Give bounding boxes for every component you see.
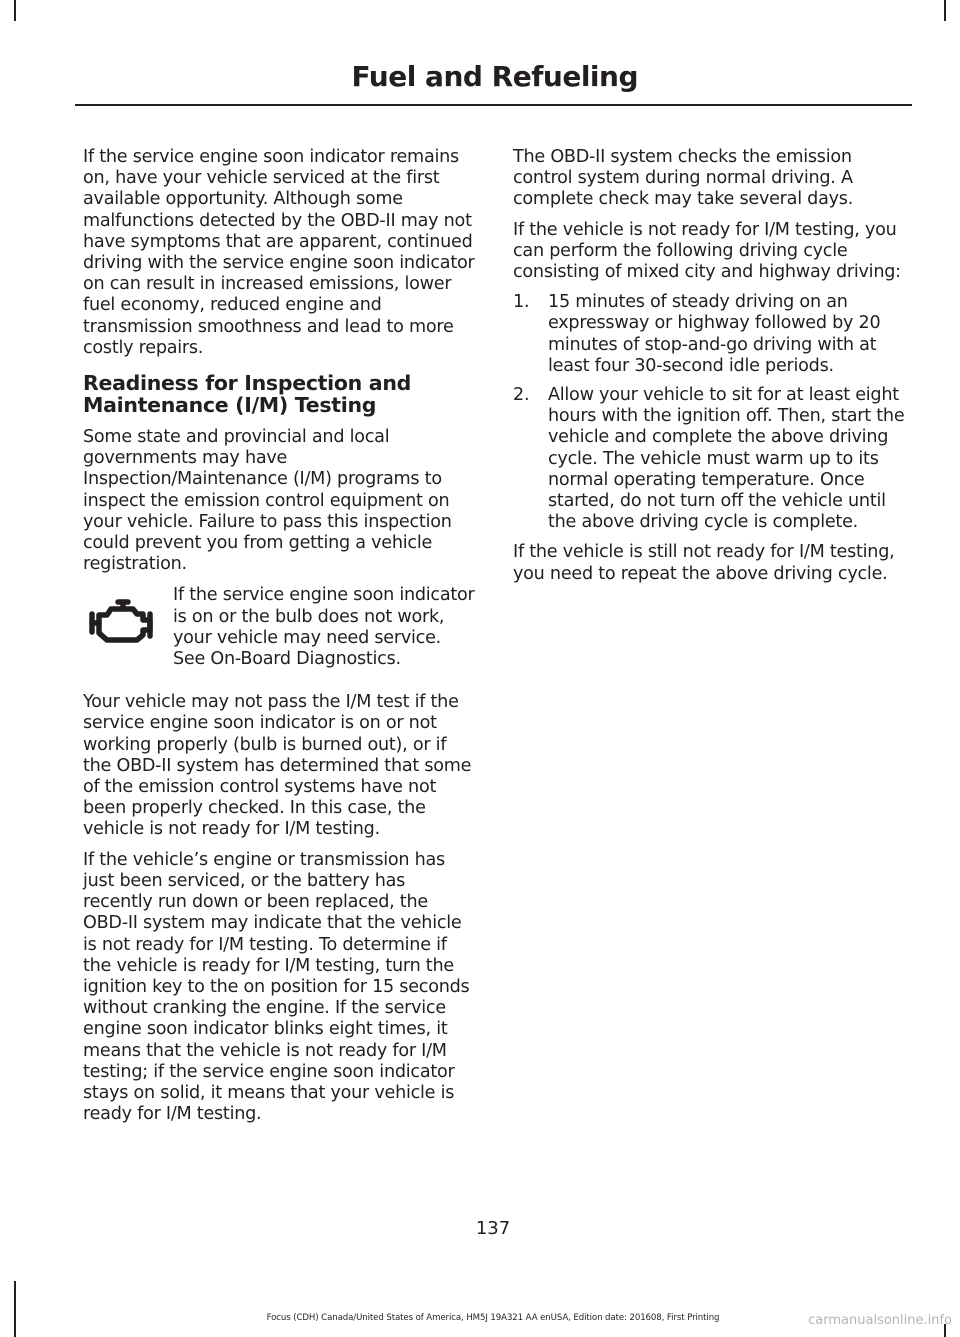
section-title: Fuel and Refueling xyxy=(351,60,638,93)
step-number: 1. xyxy=(513,292,530,313)
list-item xyxy=(513,385,910,533)
left-column xyxy=(83,147,477,1134)
crop-mark-bottom-left xyxy=(14,1281,16,1337)
step-text: Allow your vehicle to sit for at least eight hours with the ignition off. Then, start the vehicle and complete the above driving cycle. The vehicle must warm up to its normal operating temperature. Once started, do not turn off the vehicle until the above driving cycle is complete. xyxy=(548,385,905,533)
right-column xyxy=(513,147,910,594)
driving-cycle-steps xyxy=(513,292,910,533)
body-paragraph: If the service engine soon indicator remains on, have your vehicle serviced at the first available opportunity. Although some malfunctions detected by the OBD-II may not have symptoms that are apparent, continued driving with the service engine soon indicator on can result in increased emissions, lower fuel economy, reduced engine and transmission smoothness and lead to more costly repairs. xyxy=(83,147,475,358)
body-paragraph: Your vehicle may not pass the I/M test if the service engine soon indicator is on or not working properly (bulb is burned out), or if the OBD-II system has determined that some of the emission control systems have not been properly checked. In this case, the vehicle is not ready for I/M testing. xyxy=(83,692,472,840)
step-number: 2. xyxy=(513,385,530,406)
list-item xyxy=(513,292,910,377)
icon-paragraph xyxy=(83,585,477,670)
body-paragraph: If the vehicle’s engine or transmission has just been serviced, or the battery has recently run down or been replaced, the OBD-II system may indicate that the vehicle is not ready for I/M testing. To determine if the vehicle is ready for I/M testing, turn the ignition key to the on position for 15 seconds without cranking the engine. If the service engine soon indicator blinks eight times, it means that the vehicle is not ready for I/M testing; if the service engine soon indicator stays on solid, it means that your vehicle is ready for I/M testing. xyxy=(83,849,470,1125)
body-paragraph: The OBD-II system checks the emission control system during normal driving. A complete check may take several days. xyxy=(513,147,854,210)
watermark: carmanualsonline.info xyxy=(808,1313,952,1328)
crop-mark-top-left xyxy=(14,0,16,21)
engine-warning-icon xyxy=(83,592,161,656)
icon-paragraph-text: If the service engine soon indicator is on or the bulb does not work, your vehicle may need service. See On-Board Diagnostics. xyxy=(173,585,475,670)
page-number: 137 xyxy=(475,1218,511,1239)
body-paragraph: If the vehicle is still not ready for I/M testing, you need to repeat the above driving cycle. xyxy=(513,542,895,584)
crop-mark-top-right xyxy=(944,0,946,21)
header-divider xyxy=(75,104,912,106)
body-paragraph: Some state and provincial and local governments may have Inspection/Maintenance (I/M) programs to inspect the emission control equipment on your vehicle. Failure to pass this inspection could prevent you from getting a vehicle registration. xyxy=(83,427,452,575)
footer-text: Focus (CDH) Canada/United States of America, HM5J 19A321 AA enUSA, Edition date: 201608, First Printing xyxy=(266,1313,720,1323)
section-heading: Readiness for Inspection and Maintenance (I/M) Testing xyxy=(83,371,412,418)
step-text: 15 minutes of steady driving on an expressway or highway followed by 20 minutes of stop-and-go driving with at least four 30-second idle periods. xyxy=(548,292,881,376)
body-paragraph: If the vehicle is not ready for I/M testing, you can perform the following driving cycle consisting of mixed city and highway driving: xyxy=(513,219,901,283)
